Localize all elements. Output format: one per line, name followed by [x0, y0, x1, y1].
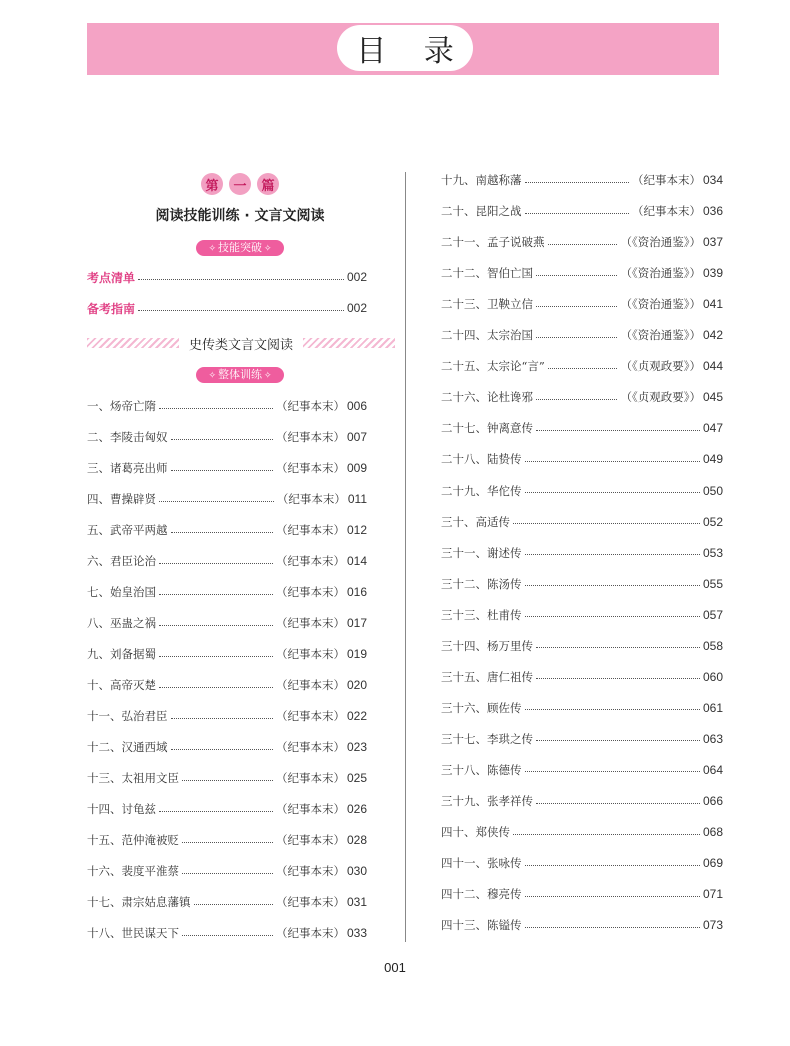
leader-dots — [525, 585, 700, 586]
training-badge-wrap — [80, 367, 400, 383]
leader-dots — [159, 501, 274, 502]
training-badge: ✧ 整体训练 ✧ — [196, 367, 283, 383]
leader-dots — [525, 213, 629, 214]
toc-entry[interactable] — [441, 201, 723, 221]
toc-source: （纪事本末） — [275, 461, 345, 475]
toc-page: 025 — [346, 771, 367, 785]
toc-title: 二十四、太宗治国 — [441, 328, 533, 343]
toc-page: 012 — [346, 523, 367, 537]
toc-entry[interactable] — [441, 605, 723, 625]
leader-dots — [159, 625, 273, 626]
toc-title: 十二、汉通西域 — [87, 740, 168, 754]
toc-page: 063 — [702, 731, 723, 746]
toc-entry[interactable] — [441, 512, 723, 532]
toc-title: 四十一、张咏传 — [441, 856, 522, 871]
toc-entry[interactable] — [87, 427, 367, 447]
toc-entry[interactable] — [441, 418, 723, 438]
leader-dots — [138, 279, 344, 280]
toc-entry[interactable] — [87, 644, 367, 664]
toc-entry[interactable] — [441, 232, 723, 252]
toc-source: （《贞观政要》） — [620, 359, 701, 374]
toc-entry[interactable] — [87, 489, 367, 509]
leader-dots — [525, 492, 700, 493]
toc-page: 002 — [346, 301, 367, 315]
toc-source: （纪事本末） — [275, 802, 345, 816]
page-number: 001 — [384, 960, 406, 975]
leader-dots — [525, 927, 700, 928]
toc-page: 042 — [702, 328, 723, 343]
toc-title: 二十七、钟离意传 — [441, 421, 533, 436]
toc-entry[interactable] — [87, 582, 367, 602]
toc-page: 030 — [346, 864, 367, 878]
toc-title: 六、君臣论治 — [87, 554, 156, 568]
toc-title: 备考指南 — [87, 301, 136, 316]
toc-title: 二十五、太宗论“言” — [441, 359, 545, 374]
toc-title: 二十三、卫鞅立信 — [441, 297, 533, 312]
toc-title: 八、巫蛊之祸 — [87, 616, 156, 630]
leader-dots — [536, 275, 617, 276]
toc-source: （纪事本末） — [275, 833, 345, 847]
hatch-decoration — [87, 338, 179, 348]
toc-entry[interactable] — [441, 884, 723, 904]
toc-page: 068 — [702, 825, 723, 840]
toc-source: （《资治通鉴》） — [620, 266, 701, 281]
leader-dots — [525, 554, 700, 555]
toc-entry[interactable] — [441, 449, 723, 469]
toc-page: 011 — [347, 492, 367, 506]
toc-page: 036 — [702, 204, 723, 219]
section-title: 史传类文言文阅读 — [189, 337, 294, 353]
toc-title: 三十一、谢述传 — [441, 545, 522, 560]
toc-page: 002 — [346, 270, 367, 284]
leader-dots — [182, 842, 273, 843]
toc-title: 三十、高适传 — [441, 514, 510, 529]
toc-title: 三十六、顾佐传 — [441, 700, 522, 715]
leader-dots — [159, 563, 273, 564]
toc-entry[interactable] — [87, 458, 367, 478]
hatch-decoration — [303, 338, 395, 348]
toc-page: 037 — [702, 235, 723, 250]
leader-dots — [159, 687, 273, 688]
toc-title: 十九、南越称藩 — [441, 173, 522, 187]
toc-source: （纪事本末） — [631, 173, 701, 187]
toc-entry[interactable] — [87, 706, 367, 726]
toc-source: （纪事本末） — [275, 771, 345, 785]
toc-title: 十三、太祖用文臣 — [87, 771, 179, 785]
toc-page: 045 — [702, 390, 723, 405]
leader-dots — [536, 430, 700, 431]
leader-dots — [525, 461, 700, 462]
toc-title: 三十八、陈德传 — [441, 762, 522, 777]
toc-source: （纪事本末） — [275, 523, 345, 537]
toc-page: 009 — [346, 461, 367, 475]
toc-page: 073 — [702, 918, 723, 933]
toc-entry[interactable] — [87, 799, 367, 819]
toc-entry[interactable] — [441, 325, 723, 345]
leader-dots — [159, 594, 273, 595]
toc-entry[interactable] — [441, 636, 723, 656]
toc-title: 一、炀帝亡隋 — [87, 399, 156, 413]
leader-dots — [525, 896, 700, 897]
toc-title: 十、高帝灭楚 — [87, 678, 156, 692]
skill-badge-wrap — [80, 240, 400, 256]
skill-badge: ✧ 技能突破 ✧ — [196, 240, 283, 256]
toc-entry[interactable] — [87, 737, 367, 757]
leader-dots — [536, 740, 700, 741]
leader-dots — [171, 749, 273, 750]
toc-page: 060 — [702, 669, 723, 684]
toc-entry[interactable] — [441, 760, 723, 780]
toc-title: 三十二、陈汤传 — [441, 576, 522, 591]
toc-page: 050 — [702, 483, 723, 498]
leader-dots — [536, 678, 700, 679]
toc-source: （纪事本末） — [275, 554, 345, 568]
leader-dots — [159, 656, 273, 657]
toc-title: 三十七、李珙之传 — [441, 731, 533, 746]
toc-entry[interactable] — [441, 387, 723, 407]
toc-page: 041 — [702, 297, 723, 312]
toc-source: （纪事本末） — [275, 864, 345, 878]
toc-entry[interactable] — [87, 768, 367, 788]
toc-entry[interactable] — [441, 263, 723, 283]
toc-title: 三十九、张孝祥传 — [441, 794, 533, 808]
toc-source: （纪事本末） — [275, 926, 345, 940]
toc-entry[interactable] — [441, 170, 723, 190]
toc-entry[interactable] — [87, 613, 367, 633]
toc-entry[interactable] — [87, 892, 367, 912]
toc-page: 053 — [702, 545, 723, 560]
toc-entry[interactable] — [441, 481, 723, 501]
toc-title: 考点清单 — [87, 270, 136, 285]
leader-dots — [513, 834, 700, 835]
toc-entry[interactable] — [441, 356, 723, 376]
leader-dots — [171, 439, 273, 440]
toc-title: 二十九、华佗传 — [441, 483, 522, 498]
toc-source: （纪事本末） — [275, 616, 345, 630]
toc-source: （《资治通鉴》） — [620, 235, 701, 250]
toc-entry[interactable] — [87, 520, 367, 540]
toc-page: 020 — [346, 678, 367, 692]
toc-title: 二十一、孟子说破燕 — [441, 235, 545, 250]
toc-source: （纪事本末） — [275, 647, 345, 661]
toc-page: 047 — [702, 421, 723, 436]
toc-page: 052 — [702, 514, 723, 529]
toc-page: 031 — [346, 895, 367, 909]
toc-source: （纪事本末） — [275, 430, 345, 444]
toc-entry[interactable] — [87, 551, 367, 571]
section-title-row — [87, 336, 395, 353]
leader-dots — [548, 244, 618, 245]
toc-title: 二十、昆阳之战 — [441, 204, 522, 219]
toc-page: 007 — [346, 430, 367, 444]
toc-page: 006 — [346, 399, 367, 413]
leader-dots — [536, 803, 700, 804]
toc-page: 055 — [702, 576, 723, 591]
leader-dots — [536, 647, 700, 648]
toc-page: 016 — [346, 585, 367, 599]
toc-source: （《资治通鉴》） — [620, 297, 701, 312]
leader-dots — [159, 408, 273, 409]
part-char: 第 — [201, 173, 223, 195]
leader-dots — [548, 368, 618, 369]
toc-title: 十一、弘治君臣 — [87, 709, 168, 723]
toc-title: 二、李陵击匈奴 — [87, 430, 168, 444]
toc-page: 026 — [346, 802, 367, 816]
toc-page: 049 — [702, 452, 723, 467]
page-title: 目 录 — [337, 25, 473, 71]
leader-dots — [525, 182, 629, 183]
toc-title: 四十三、陈镒传 — [441, 918, 522, 933]
leader-dots — [525, 616, 700, 617]
toc-title: 十六、裴度平淮蔡 — [87, 864, 179, 878]
toc-source: （纪事本末） — [275, 585, 345, 599]
toc-title: 二十八、陆贽传 — [441, 452, 522, 467]
toc-page: 028 — [346, 833, 367, 847]
toc-entry[interactable] — [87, 396, 367, 416]
toc-source: （纪事本末） — [275, 740, 345, 754]
toc-source: （纪事本末） — [275, 678, 345, 692]
toc-title: 二十二、智伯亡国 — [441, 266, 533, 281]
toc-page: 069 — [702, 856, 723, 871]
toc-entry[interactable] — [441, 822, 723, 842]
toc-entry[interactable] — [87, 267, 367, 287]
leader-dots — [171, 532, 273, 533]
toc-title: 十五、范仲淹被贬 — [87, 833, 179, 847]
toc-source: （纪事本末） — [275, 399, 345, 413]
toc-entry[interactable] — [441, 294, 723, 314]
leader-dots — [525, 865, 700, 866]
toc-page: 034 — [702, 173, 723, 187]
leader-dots — [182, 935, 273, 936]
toc-page: 064 — [702, 762, 723, 777]
leader-dots — [159, 811, 273, 812]
toc-source: （纪事本末） — [631, 204, 701, 219]
toc-title: 十八、世民谋天下 — [87, 926, 179, 940]
leader-dots — [194, 904, 273, 905]
leader-dots — [182, 873, 273, 874]
toc-entry[interactable] — [441, 853, 723, 873]
toc-entry[interactable] — [441, 698, 723, 718]
toc-entry[interactable] — [87, 923, 367, 943]
part-heading — [80, 173, 400, 195]
toc-page: 044 — [702, 359, 723, 374]
toc-entry[interactable] — [87, 298, 367, 318]
part-char: 篇 — [257, 173, 279, 195]
toc-page: 061 — [702, 700, 723, 715]
toc-entry[interactable] — [87, 861, 367, 881]
toc-page: 058 — [702, 638, 723, 653]
column-divider — [405, 172, 406, 942]
toc-entry[interactable] — [87, 675, 367, 695]
leader-dots — [525, 771, 700, 772]
toc-page: 017 — [346, 616, 367, 630]
toc-page: 022 — [346, 709, 367, 723]
toc-title: 三十三、杜甫传 — [441, 607, 522, 622]
toc-title: 四十二、穆亮传 — [441, 887, 522, 902]
toc-source: （《资治通鉴》） — [620, 328, 701, 343]
toc-source: （纪事本末） — [275, 895, 345, 909]
leader-dots — [513, 523, 700, 524]
toc-entry[interactable] — [441, 543, 723, 563]
toc-title: 十四、讨龟兹 — [87, 802, 156, 816]
leader-dots — [536, 399, 617, 400]
toc-title: 九、刘备据蜀 — [87, 647, 156, 661]
toc-title: 三十五、唐仁祖传 — [441, 669, 533, 684]
toc-page: 019 — [346, 647, 367, 661]
leader-dots — [171, 470, 273, 471]
toc-entry[interactable] — [441, 791, 723, 811]
toc-title: 五、武帝平两越 — [87, 523, 168, 537]
toc-page: 039 — [702, 266, 723, 281]
toc-page: 023 — [346, 740, 367, 754]
toc-title: 二十六、论杜谗邪 — [441, 390, 533, 405]
leader-dots — [525, 709, 700, 710]
toc-title: 四、曹操辟贤 — [87, 492, 156, 506]
toc-entry[interactable] — [441, 574, 723, 594]
part-subtitle: 阅读技能训练 · 文言文阅读 — [155, 208, 325, 224]
toc-title: 七、始皇治国 — [87, 585, 156, 599]
leader-dots — [536, 306, 617, 307]
toc-source: （纪事本末） — [276, 492, 346, 506]
toc-title: 三十四、杨万里传 — [441, 638, 533, 653]
toc-page: 014 — [346, 554, 367, 568]
toc-entry[interactable] — [87, 830, 367, 850]
toc-title: 三、诸葛亮出师 — [87, 461, 168, 475]
toc-title: 十七、肃宗姑息藩镇 — [87, 895, 191, 909]
leader-dots — [138, 310, 344, 311]
toc-page: 071 — [702, 887, 723, 902]
leader-dots — [171, 718, 273, 719]
toc-entry[interactable] — [441, 915, 723, 935]
leader-dots — [182, 780, 273, 781]
part-char: 一 — [229, 173, 251, 195]
toc-title: 四十、郑侠传 — [441, 825, 510, 840]
leader-dots — [536, 337, 617, 338]
toc-entry[interactable] — [441, 729, 723, 749]
toc-page: 066 — [702, 794, 723, 808]
toc-entry[interactable] — [441, 667, 723, 687]
toc-page: 057 — [702, 607, 723, 622]
toc-page: 033 — [346, 926, 367, 940]
toc-source: （《贞观政要》） — [620, 390, 701, 405]
toc-source: （纪事本末） — [275, 709, 345, 723]
